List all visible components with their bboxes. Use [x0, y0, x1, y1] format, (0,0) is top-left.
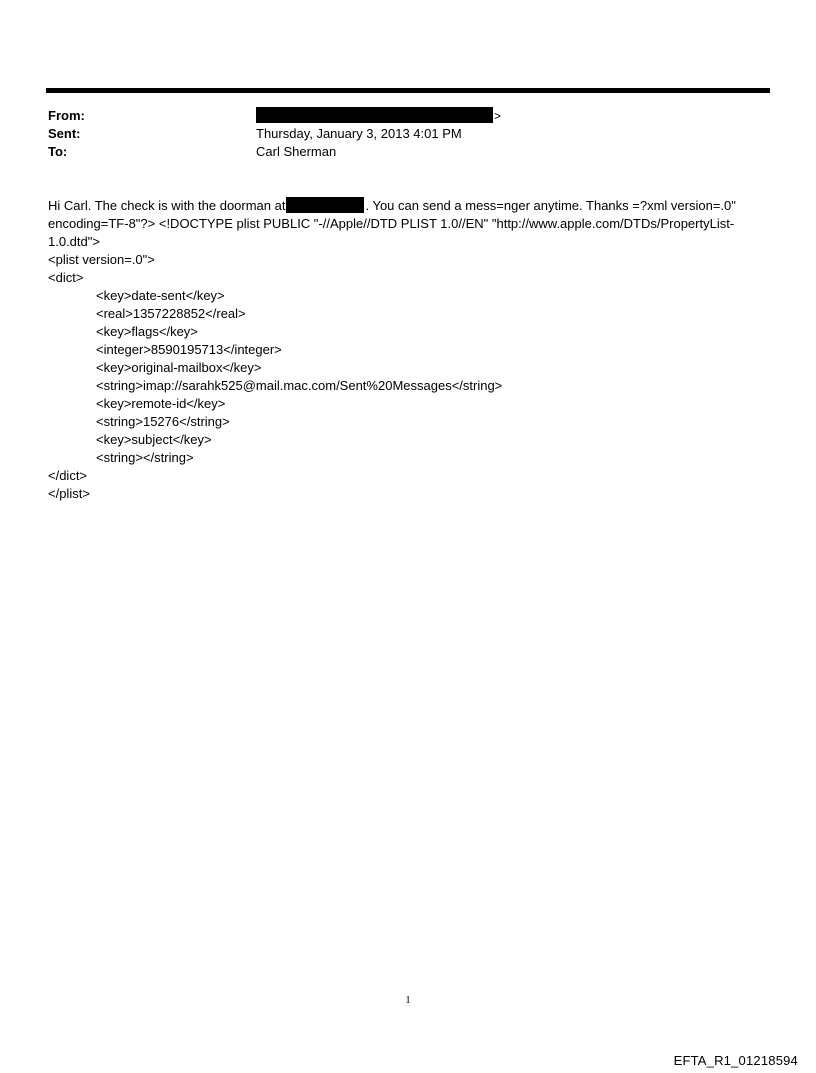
body-line: <string></string>	[96, 450, 194, 465]
body-line: <string>15276</string>	[96, 414, 230, 429]
body-line: encoding=TF-8"?> <!DOCTYPE plist PUBLIC "-//Apple//DTD PLIST 1.0//EN" "http://www.apple.com/DTDs/PropertyList-	[48, 216, 735, 231]
from-suffix: >	[494, 109, 502, 123]
body-line: <string>imap://sarahk525@mail.mac.com/Sent%20Messages</string>	[96, 378, 503, 393]
body-line: <integer>8590195713</integer>	[96, 342, 282, 357]
body-line: 1.0.dtd">	[48, 234, 100, 249]
body-line: <key>flags</key>	[96, 324, 198, 339]
body-line: </plist>	[48, 486, 90, 501]
header-rule	[46, 88, 770, 93]
to-label: To:	[48, 144, 68, 159]
body-line: <key>original-mailbox</key>	[96, 360, 262, 375]
body-line: <key>subject</key>	[96, 432, 212, 447]
email-body	[48, 197, 770, 503]
body-line	[48, 197, 770, 215]
to-row	[48, 143, 768, 161]
from-label: From:	[48, 108, 85, 123]
from-row	[48, 107, 768, 125]
body-text-rest: . You can send a mess=nger anytime. Thanks =?xml version=.0"	[365, 198, 736, 213]
redaction-box	[286, 197, 364, 213]
body-line: <plist version=.0">	[48, 252, 155, 267]
body-line: <key>date-sent</key>	[96, 288, 225, 303]
sent-row	[48, 125, 768, 143]
to-value: Carl Sherman	[256, 144, 337, 159]
body-line: <key>remote-id</key>	[96, 396, 226, 411]
body-text-start: Hi Carl. The check is with the doorman at	[48, 198, 286, 213]
body-line: </dict>	[48, 468, 88, 483]
sent-label: Sent:	[48, 126, 81, 141]
sent-value: Thursday, January 3, 2013 4:01 PM	[256, 126, 462, 141]
from-value	[256, 107, 501, 125]
email-header	[48, 107, 768, 161]
document-id: EFTA_R1_01218594	[673, 1053, 798, 1068]
body-line: <real>1357228852</real>	[96, 306, 246, 321]
body-line: <dict>	[48, 270, 84, 285]
page-number: 1	[405, 994, 411, 1006]
redaction-box	[256, 107, 493, 123]
